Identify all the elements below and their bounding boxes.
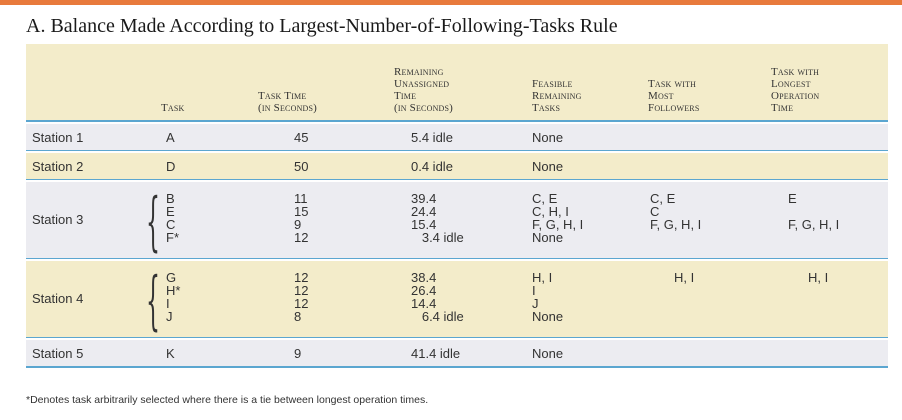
table-title: A. Balance Made According to Largest-Number-of-Following-Tasks Rule	[26, 15, 618, 37]
station-label: Station 3	[32, 212, 84, 227]
station-label: Station 1	[32, 130, 84, 145]
feasible-tasks-cell: C, E C, H, I F, G, H, I None	[532, 191, 584, 245]
remaining-time-cell: 39.4 24.4 15.4 3.4 idle	[411, 191, 464, 245]
task-time-cell: 50	[294, 159, 309, 174]
task-time-cell: 12 12 12 8	[294, 270, 309, 324]
task-cell: K	[166, 346, 175, 361]
feasible-tasks-cell: H, I I J None	[532, 270, 564, 324]
remaining-time-cell: 0.4 idle	[411, 159, 453, 174]
remaining-time-cell: 5.4 idle	[411, 130, 453, 145]
feasible-tasks-cell: None	[532, 346, 564, 361]
most-followers-cell: H, I	[674, 270, 695, 285]
longest-operation-cell: E F, G, H, I	[788, 191, 840, 232]
remaining-time-cell: 41.4 idle	[411, 346, 461, 361]
task-time-cell: 9	[294, 346, 302, 361]
station-label: Station 2	[32, 159, 84, 174]
table-row-station-3	[26, 182, 888, 259]
station-label: Station 4	[32, 291, 84, 306]
top-accent-rule	[0, 0, 902, 5]
table-row-station-2	[26, 153, 888, 180]
longest-operation-cell: H, I	[808, 270, 829, 285]
table-row-station-1	[26, 124, 888, 151]
task-time-cell: 11 15 9 12	[294, 191, 309, 245]
task-time-cell: 45	[294, 130, 309, 145]
header-task: Task	[161, 102, 185, 114]
table-header	[26, 44, 888, 122]
header-feasible-tasks: Feasible Remaining Tasks	[532, 78, 582, 114]
footnote: *Denotes task arbitrarily selected where there is a tie between longest operation times.	[26, 394, 429, 406]
task-cell: A	[166, 130, 175, 145]
feasible-tasks-cell: None	[532, 159, 564, 174]
header-most-followers: Task with Most Followers	[648, 78, 700, 114]
task-cell: G H* I J	[166, 270, 181, 324]
task-cell: B E C F*	[166, 191, 179, 245]
left-brace-icon: {	[146, 188, 160, 261]
left-brace-icon: {	[146, 267, 160, 340]
line-balance-table	[26, 44, 888, 368]
feasible-tasks-cell: None	[532, 130, 564, 145]
header-task-time: Task Time (in Seconds)	[258, 90, 318, 114]
table-row-station-4	[26, 261, 888, 338]
header-remaining-time: Remaining Unassigned Time (in Seconds)	[394, 66, 454, 114]
table-row-station-5	[26, 340, 888, 368]
most-followers-cell: C, E C F, G, H, I	[650, 191, 702, 232]
station-label: Station 5	[32, 346, 84, 361]
remaining-time-cell: 38.4 26.4 14.4 6.4 idle	[411, 270, 464, 324]
header-longest-operation: Task with Longest Operation Time	[771, 66, 820, 114]
task-cell: D	[166, 159, 176, 174]
